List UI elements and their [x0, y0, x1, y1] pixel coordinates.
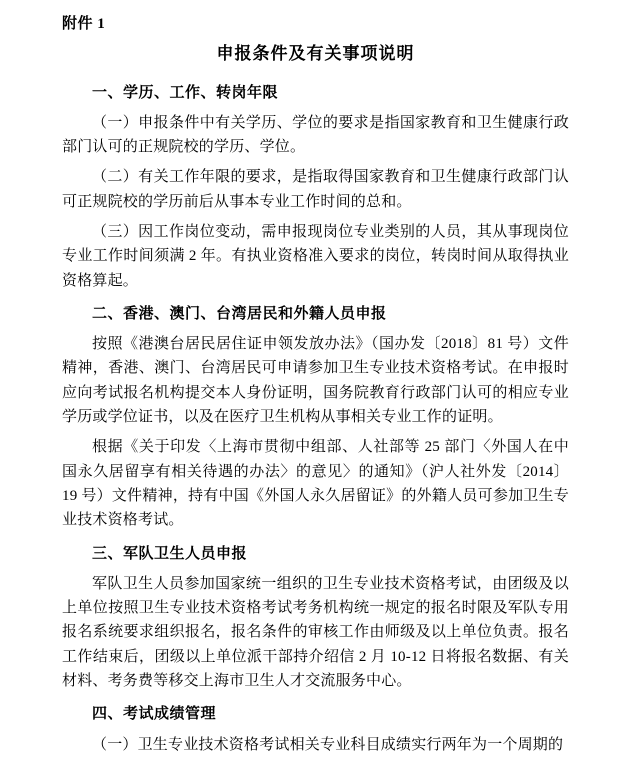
page-title: 申报条件及有关事项说明 — [216, 44, 415, 63]
section-heading-education: 一、学历、工作、转岗年限 — [92, 84, 279, 101]
section-heading-scores: 四、考试成绩管理 — [92, 706, 217, 723]
section-heading-military: 三、军队卫生人员申报 — [92, 545, 248, 562]
paragraph-education-1: （一）申报条件中有关学历、学位的要求是指国家教育和卫生健康行政部门认可的正规院校的学历、学位。 — [62, 114, 569, 156]
paragraph-residents-1: 按照《港澳台居民居住证申领发放办法》（国办发〔2018〕81 号）文件精神，香港、澳门、台湾居民可申请参加卫生专业技术资格考试。在申报时应向考试报名机构提交本人身份证明，国务院教育行政部门认可的相应专业学历或学位证书，以及在医疗卫生机构从事相关专业工作的证明。 — [62, 336, 569, 426]
paragraph-education-3: （三）因工作岗位变动，需申报现岗位专业类别的人员，其从事现岗位专业工作时间须满 2 年。有执业资格准入要求的岗位，转岗时间从取得执业资格算起。 — [62, 223, 569, 289]
paragraph-residents-2: 根据《关于印发〈上海市贯彻中组部、人社部等 25 部门〈外国人在中国永久居留享有相关待遇的办法〉的意见〉的通知》（沪人社外发〔2014〕19 号）文件精神，持有中国《外国人永久居留证》的外籍人员可参加卫生专业技术资格考试。 — [62, 439, 569, 529]
attachment-label: 附件 1 — [62, 16, 106, 32]
paragraph-military-1: 军队卫生人员参加国家统一组织的卫生专业技术资格考试，由团级及以上单位按照卫生专业技术资格考试考务机构统一规定的报名时限及军队专用报名系统要求组织报名，报名条件的审核工作由师级及以上单位负责。报名工作结束后，团级以上单位派干部持介绍信 2 月 10-12 日将报名数据、有关材料、考务费等移交上海市卫生人才交流服务中心。 — [62, 575, 569, 690]
section-heading-residents: 二、香港、澳门、台湾居民和外籍人员申报 — [92, 305, 387, 322]
paragraph-scores-1: （一）卫生专业技术资格考试相关专业科目成绩实行两年为一个周期的 — [92, 736, 564, 753]
paragraph-education-2: （二）有关工作年限的要求，是指取得国家教育和卫生健康行政部门认可正规院校的学历前后从事本专业工作时间的总和。 — [62, 169, 569, 210]
